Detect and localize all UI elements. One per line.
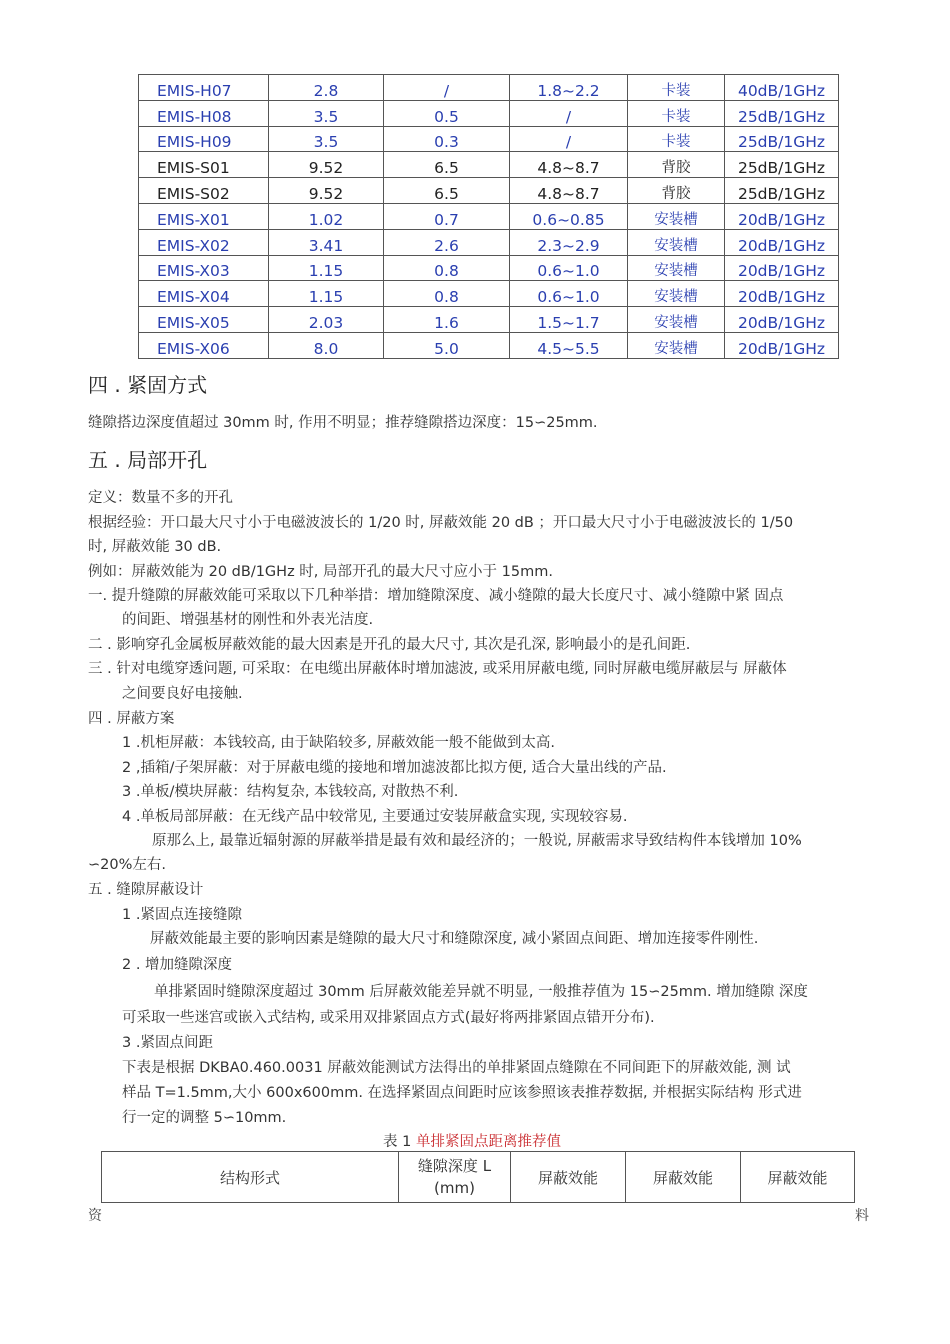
footer-right: 料 <box>855 1208 869 1224</box>
table-cell: 2.6 <box>384 229 510 255</box>
table-cell: 2.8 <box>269 75 384 101</box>
table-cell: 背胶 <box>628 152 725 178</box>
table-cell: 4.8~8.7 <box>510 152 628 178</box>
table-header-row <box>102 1152 855 1203</box>
table-cell: 安装槽 <box>628 281 725 307</box>
table-cell: 安装槽 <box>628 229 725 255</box>
table-cell: 9.52 <box>269 178 384 204</box>
table-cell: 0.5 <box>384 100 510 126</box>
table-row <box>139 178 839 204</box>
paragraph-line: 2 . 增加缝隙深度 <box>122 957 233 973</box>
table-row <box>139 100 839 126</box>
header-structure: 结构形式 <box>102 1152 399 1203</box>
paragraph-line: ∽20%左右. <box>88 857 166 873</box>
table-caption <box>383 1130 561 1151</box>
paragraph-line: 例如：屏蔽效能为 20 dB/1GHz 时, 局部开孔的最大尺寸应小于 15mm. <box>88 564 553 580</box>
table-cell: 20dB/1GHz <box>725 281 839 307</box>
table-cell: 1.8~2.2 <box>510 75 628 101</box>
table-cell: 1.6 <box>384 307 510 333</box>
table-cell: 20dB/1GHz <box>725 229 839 255</box>
table-cell: 20dB/1GHz <box>725 307 839 333</box>
paragraph-line: 时, 屏蔽效能 30 dB. <box>88 539 222 555</box>
paragraph-line: 1 .机柜屏蔽：本钱较高, 由于缺陷较多, 屏蔽效能一般不能做到太高. <box>122 735 555 751</box>
section-heading-local-openings: 五 . 局部开孔 <box>88 448 208 472</box>
table-row <box>139 126 839 152</box>
paragraph-line: 单排紧固时缝隙深度超过 30mm 后屏蔽效能差异就不明显, 一般推荐值为 15∽25mm. 增加缝隙 深度 <box>154 984 808 1000</box>
table-cell: 2.03 <box>269 307 384 333</box>
table-cell: 3.5 <box>269 100 384 126</box>
header-gap-depth-label: 缝隙深度 L <box>417 1157 492 1175</box>
table-cell: EMIS-H08 <box>139 100 269 126</box>
table-cell: 0.8 <box>384 255 510 281</box>
paragraph-line: 四 . 屏蔽方案 <box>88 711 175 727</box>
table-cell: 安装槽 <box>628 255 725 281</box>
recommendation-table <box>101 1151 855 1203</box>
table-cell: EMIS-X01 <box>139 203 269 229</box>
table-cell: 4.5~5.5 <box>510 332 628 358</box>
paragraph-line: 样品 T=1.5mm,大小 600x600mm. 在选择紧固点间距时应该参照该表推荐数据, 并根据实际结构 形式进 <box>122 1085 802 1101</box>
table-cell: EMIS-X02 <box>139 229 269 255</box>
table-cell: 1.15 <box>269 255 384 281</box>
paragraph-line: 之间要良好电接触. <box>122 686 243 702</box>
header-shielding-3: 屏蔽效能 <box>741 1152 855 1203</box>
table-cell: 卡装 <box>628 75 725 101</box>
paragraph-line: 的间距、增强基材的刚性和外表光洁度. <box>122 612 374 628</box>
table-cell: EMIS-X03 <box>139 255 269 281</box>
table-row <box>139 229 839 255</box>
table-row <box>139 307 839 333</box>
paragraph-line: 可采取一些迷宫或嵌入式结构, 或采用双排紧固点方式(最好将两排紧固点错开分布). <box>122 1010 655 1026</box>
table-cell: 0.7 <box>384 203 510 229</box>
paragraph-line: 一. 提升缝隙的屏蔽效能可采取以下几种举措：增加缝隙深度、减小缝隙的最大长度尺寸、减小缝隙中紧 固点 <box>88 588 784 604</box>
table-cell: 40dB/1GHz <box>725 75 839 101</box>
table-cell: 6.5 <box>384 152 510 178</box>
table-cell: 1.15 <box>269 281 384 307</box>
table-cell: 25dB/1GHz <box>725 126 839 152</box>
caption-prefix: 表 1 <box>383 1134 416 1150</box>
table-cell: 8.0 <box>269 332 384 358</box>
table-cell: EMIS-H07 <box>139 75 269 101</box>
table-row <box>139 203 839 229</box>
table-cell: / <box>510 100 628 126</box>
header-shielding-1: 屏蔽效能 <box>511 1152 626 1203</box>
paragraph-line: 原那么上, 最靠近辐射源的屏蔽举措是最有效和最经济的；一般说, 屏蔽需求导致结构件本钱增加 10% <box>152 833 802 849</box>
table-cell: / <box>384 75 510 101</box>
table-cell: 3.41 <box>269 229 384 255</box>
fastening-text: 缝隙搭边深度值超过 30mm 时, 作用不明显；推荐缝隙搭边深度：15∽25mm. <box>88 415 598 431</box>
paragraph-line: 二 . 影响穿孔金属板屏蔽效能的最大因素是开孔的最大尺寸, 其次是孔深, 影响最小的是孔间距. <box>88 637 691 653</box>
table-cell: 25dB/1GHz <box>725 178 839 204</box>
paragraph-line: 下表是根据 DKBA0.460.0031 屏蔽效能测试方法得出的单排紧固点缝隙在不同间距下的屏蔽效能, 测 试 <box>122 1060 791 1076</box>
table-cell: 0.3 <box>384 126 510 152</box>
spec-table <box>138 74 839 359</box>
table-cell: 安装槽 <box>628 332 725 358</box>
table-cell: 0.6~1.0 <box>510 255 628 281</box>
table-cell: / <box>510 126 628 152</box>
table-cell: 安装槽 <box>628 203 725 229</box>
table-cell: 卡装 <box>628 126 725 152</box>
table-cell: EMIS-X06 <box>139 332 269 358</box>
table-cell: 20dB/1GHz <box>725 332 839 358</box>
table-cell: 6.5 <box>384 178 510 204</box>
paragraph-line: 五 . 缝隙屏蔽设计 <box>88 882 204 898</box>
table-cell: 20dB/1GHz <box>725 203 839 229</box>
table-cell: 0.6~0.85 <box>510 203 628 229</box>
paragraph-line: 3 .单板/模块屏蔽：结构复杂, 本钱较高, 对散热不利. <box>122 784 459 800</box>
table-cell: 0.8 <box>384 281 510 307</box>
table-cell: 25dB/1GHz <box>725 152 839 178</box>
table-cell: 安装槽 <box>628 307 725 333</box>
table-cell: EMIS-S02 <box>139 178 269 204</box>
header-gap-depth <box>399 1152 511 1203</box>
table-cell: 0.6~1.0 <box>510 281 628 307</box>
table-cell: EMIS-X04 <box>139 281 269 307</box>
header-gap-depth-unit: (mm) <box>434 1179 475 1197</box>
paragraph-line: 1 .紧固点连接缝隙 <box>122 907 242 923</box>
header-shielding-2: 屏蔽效能 <box>626 1152 741 1203</box>
paragraph-line: 定义：数量不多的开孔 <box>88 490 233 506</box>
table-cell: 2.3~2.9 <box>510 229 628 255</box>
table-row <box>139 152 839 178</box>
section-heading-fastening: 四 . 紧固方式 <box>88 373 208 397</box>
table-cell: 3.5 <box>269 126 384 152</box>
table-row <box>139 281 839 307</box>
caption-title: 单排紧固点距离推荐值 <box>415 1134 561 1150</box>
paragraph-line: 屏蔽效能最主要的影响因素是缝隙的最大尺寸和缝隙深度, 减小紧固点间距、增加连接零件刚性. <box>150 931 759 947</box>
table-cell: EMIS-S01 <box>139 152 269 178</box>
table-cell: 1.5~1.7 <box>510 307 628 333</box>
table-row <box>139 75 839 101</box>
table-cell: 5.0 <box>384 332 510 358</box>
table-cell: 20dB/1GHz <box>725 255 839 281</box>
paragraph-line: 3 .紧固点间距 <box>122 1035 213 1051</box>
table-cell: 4.8~8.7 <box>510 178 628 204</box>
table-cell: 1.02 <box>269 203 384 229</box>
paragraph-line: 三 . 针对电缆穿透问题, 可采取：在电缆出屏蔽体时增加滤波, 或采用屏蔽电缆, 同时屏蔽电缆屏蔽层与 屏蔽体 <box>88 661 787 677</box>
paragraph-line: 根据经验：开口最大尺寸小于电磁波波长的 1/20 时, 屏蔽效能 20 dB ；开口最大尺寸小于电磁波波长的 1/50 <box>88 515 794 531</box>
table-cell: 9.52 <box>269 152 384 178</box>
table-cell: 背胶 <box>628 178 725 204</box>
paragraph-line: 行一定的调整 5∽10mm. <box>122 1110 287 1126</box>
table-cell: 25dB/1GHz <box>725 100 839 126</box>
paragraph-line: 2 ,插箱/子架屏蔽：对于屏蔽电缆的接地和增加滤波都比拟方便, 适合大量出线的产品. <box>122 760 667 776</box>
footer-left: 资 <box>88 1208 102 1224</box>
table-cell: EMIS-H09 <box>139 126 269 152</box>
paragraph-line: 4 .单板局部屏蔽：在无线产品中较常见, 主要通过安装屏蔽盒实现, 实现较容易. <box>122 809 628 825</box>
table-row <box>139 332 839 358</box>
table-cell: EMIS-X05 <box>139 307 269 333</box>
table-row <box>139 255 839 281</box>
table-cell: 卡装 <box>628 100 725 126</box>
